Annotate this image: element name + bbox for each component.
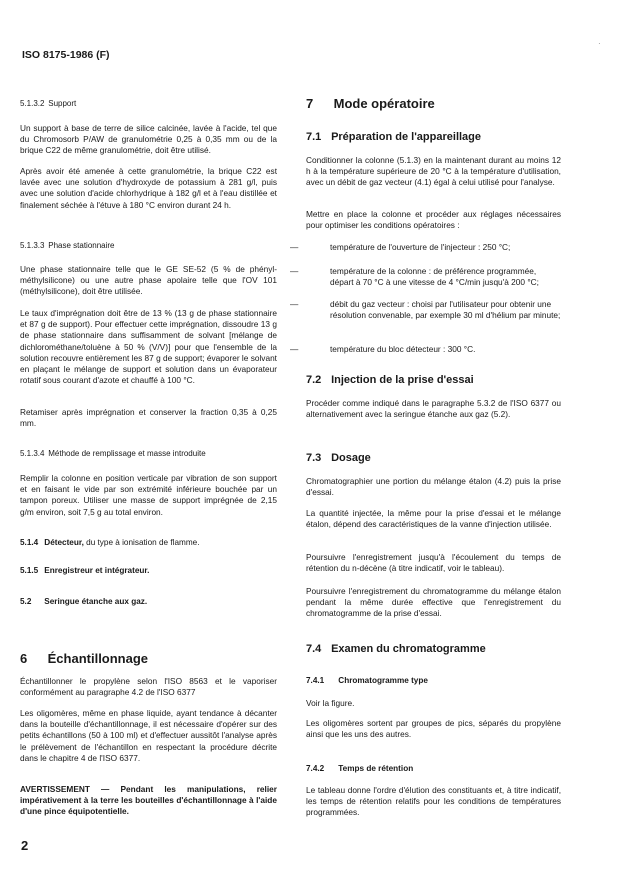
- heading-7-4-1: 7.4.1 Chromatogramme type: [306, 676, 428, 685]
- list-item: — température du bloc détecteur : 300 °C.: [290, 344, 476, 354]
- paragraph: Procéder comme indiqué dans le paragraphe 5.3.2 de l'ISO 6377 ou alternativement avec la seringue étanche aux gaz (5.2).: [306, 398, 561, 420]
- scan-mark: ·: [598, 39, 601, 48]
- paragraph: Remplir la colonne en position verticale par vibration de son support et en faisant le vide par son extrémité inférieure bouchée par un tampon poreux. Utiliser une masse de support imprégnée de 2,15 g/m environ, soit 7,5 g au total environ.: [20, 473, 277, 517]
- page-number: 2: [21, 838, 29, 853]
- heading-7-4-2: 7.4.2 Temps de rétention: [306, 764, 414, 773]
- heading-7-4: 7.4 Examen du chromatogramme: [306, 643, 486, 655]
- list-item: — température de la colonne : de préférence programmée, départ à 70 °C à une vitesse de 4 °C/min jusqu'à 200 °C;: [290, 266, 539, 288]
- list-item: — débit du gaz vecteur : choisi par l'utilisateur pour obtenir une résolution convenable, par exemple 30 ml d'hélium par minute;: [290, 299, 561, 321]
- paragraph: Un support à base de terre de silice calcinée, lavée à l'acide, tel que du Chromosorb P/AW de granulométrie 0,25 à 0,35 mm ou de la brique C22 de même granulométrie, doit être utilisé.: [20, 123, 277, 156]
- paragraph: Une phase stationnaire telle que le GE SE-52 (5 % de phényl-méthylsilicone) ou une autre phase apolaire telle que l'OV 101 (méthylsilicone), doit être utilisée.: [20, 264, 277, 297]
- paragraph: Poursuivre l'enregistrement du chromatogramme du mélange étalon pendant la même durée effective que l'enregistrement du chromatogramme de la prise d'essai.: [306, 586, 561, 619]
- heading-5-1-3-2: 5.1.3.2 Support: [20, 99, 77, 108]
- page-header: ISO 8175-1986 (F): [22, 49, 110, 61]
- heading-5-1-3-3: 5.1.3.3 Phase stationnaire: [20, 241, 115, 250]
- paragraph: Le taux d'imprégnation doit être de 13 % (13 g de phase stationnaire et 87 g de support). Pour effectuer cette imprégnation, dissoudre 13 g de phase stationnaire dans suffisamment de solvant [mélange de dichlorométhane/toluène à 50 % (V/V)] pour que l'ensemble de la solution recouvre entièrement les 87 g de support; évaporer le solvant en plaçant le mélange de support et solution dans un évaporateur rotatif sous courant d'azote et chauffé à 100 °C.: [20, 308, 277, 386]
- heading-5-2: 5.2 Seringue étanche aux gaz.: [20, 597, 148, 606]
- paragraph: Après avoir été amenée à cette granulométrie, la brique C22 est lavée avec une solution d'hydroxyde de potassium à 281 g/l, puis avec une solution d'acide chlorhydrique à 182 g/l et à l'eau distillée et finalement séchée à l'étuve à 180 °C environ durant 24 h.: [20, 166, 277, 210]
- paragraph: Échantillonner le propylène selon l'ISO 8563 et le vaporiser conformément au paragraphe 4.2 de l'ISO 6377: [20, 676, 277, 698]
- heading-7: 7 Mode opératoire: [306, 96, 435, 111]
- list-item: — température de l'ouverture de l'injecteur : 250 °C;: [290, 242, 511, 252]
- paragraph: Chromatographier une portion du mélange étalon (4.2) puis la prise d'essai.: [306, 476, 561, 498]
- paragraph: Conditionner la colonne (5.1.3) en la maintenant durant au moins 12 h à la température supérieure de 20 °C à la température d'utilisation, avec un débit de gaz vecteur (4.1) égal à celui utilisé pour l'analyse.: [306, 155, 561, 188]
- heading-7-2: 7.2 Injection de la prise d'essai: [306, 374, 474, 386]
- paragraph: La quantité injectée, la même pour la prise d'essai et le mélange étalon, dépend des caractéristiques de la vanne d'injection utilisée.: [306, 508, 561, 530]
- paragraph: Les oligomères, même en phase liquide, ayant tendance à décanter dans la bouteille d'échantillonnage, il est nécessaire d'opérer sur des petits échantillons (50 à 100 ml) et d'effectuer aussitôt l'analyse après le prélèvement de l'échantillon en respectant la procédure décrite dans le chapitre 4 de l'ISO 6377.: [20, 708, 277, 763]
- paragraph: Les oligomères sortent par groupes de pics, séparés du propylène ainsi que les uns des autres.: [306, 718, 561, 740]
- paragraph: Mettre en place la colonne et procéder aux réglages nécessaires pour optimiser les conditions opératoires :: [306, 209, 561, 231]
- heading-6: 6 Échantillonnage: [20, 651, 149, 666]
- heading-7-1: 7.1 Préparation de l'appareillage: [306, 131, 482, 143]
- paragraph: Le tableau donne l'ordre d'élution des constituants et, à titre indicatif, les temps de rétention relatifs pour les conditions de températures programmées.: [306, 785, 561, 818]
- warning-paragraph: AVERTISSEMENT — Pendant les manipulations, relier impérativement à la terre les bouteilles d'échantillonnage à l'aide d'une pince équipotentielle.: [20, 784, 277, 817]
- heading-5-1-5: 5.1.5 Enregistreur et intégrateur.: [20, 566, 150, 575]
- paragraph: Voir la figure.: [306, 698, 355, 708]
- heading-5-1-4: 5.1.4 Détecteur, du type à ionisation de flamme.: [20, 538, 200, 547]
- paragraph: Poursuivre l'enregistrement jusqu'à l'écoulement du temps de rétention du n-décène (à titre indicatif, voir le tableau).: [306, 552, 561, 574]
- paragraph: Retamiser après imprégnation et conserver la fraction 0,35 à 0,25 mm.: [20, 407, 277, 429]
- heading-7-3: 7.3 Dosage: [306, 452, 371, 464]
- heading-5-1-3-4: 5.1.3.4 Méthode de remplissage et masse introduite: [20, 449, 206, 458]
